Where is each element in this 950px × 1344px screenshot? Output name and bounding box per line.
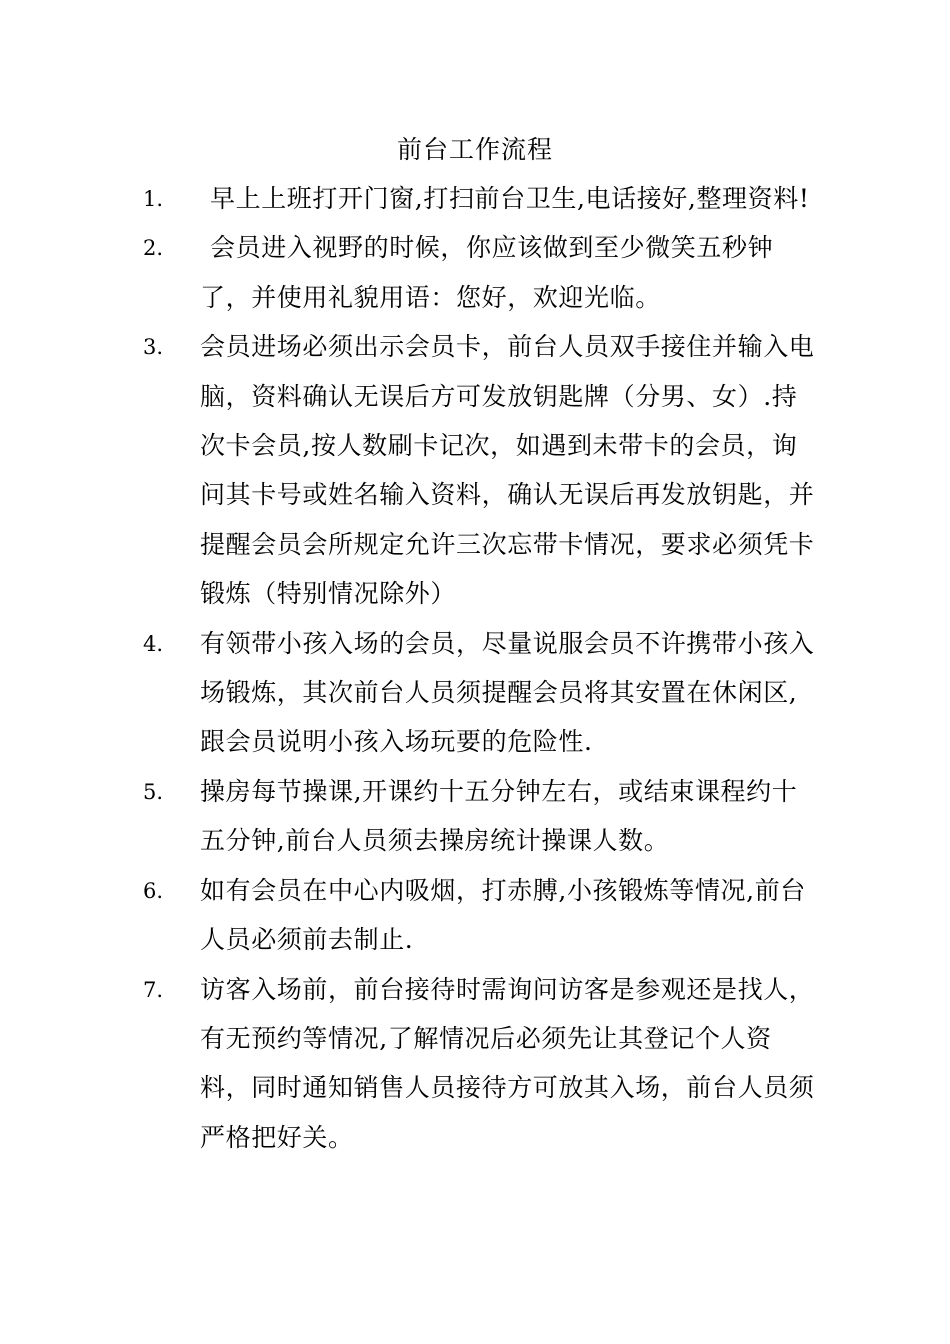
item-number: 4. (143, 631, 164, 656)
item-number: 5. (143, 779, 164, 804)
item-text: 操房每节操课,开课约十五分钟左右，或结束课程约十五分钟,前台人员须去操房统计操课人数。 (200, 776, 798, 856)
item-number: 2. (143, 236, 164, 261)
item-text: 如有会员在中心内吸烟，打赤膊,小孩锻炼等情况,前台人员必须前去制止. (200, 875, 806, 955)
item-text: 早上上班打开门窗,打扫前台卫生,电话接好,整理资料! (210, 184, 810, 213)
item-text: 有领带小孩入场的会员，尽量说服会员不许携带小孩入场锻炼，其次前台人员须提醒会员将其安置在休闲区,跟会员说明小孩入场玩要的危险性. (200, 628, 815, 757)
list-item (0, 223, 950, 322)
item-number: 7. (143, 977, 164, 1002)
item-number: 6. (143, 878, 164, 903)
item-text: 会员进场必须出示会员卡，前台人员双手接住并输入电脑，资料确认无误后方可发放钥匙牌（分男、女）.持次卡会员,按人数刷卡记次，如遇到未带卡的会员，询问其卡号或姓名输入资料，确认无误后再发放钥匙，并提醒会员会所规定允许三次忘带卡情况，要求必须凭卡锻炼（特别情况除外） (200, 332, 815, 609)
list-item (0, 174, 950, 223)
list-item (0, 965, 950, 1163)
item-number: 3. (143, 335, 164, 360)
list-item (0, 767, 950, 866)
item-text: 访客入场前，前台接待时需询问访客是参观还是找人，有无预约等情况,了解情况后必须先让其登记个人资料，同时通知销售人员接待方可放其入场，前台人员须严格把好关。 (200, 974, 815, 1152)
list-item (0, 619, 950, 767)
item-number: 1. (143, 187, 164, 211)
list-item (0, 866, 950, 965)
document-title: 前台工作流程 (396, 135, 553, 164)
procedure-list (0, 174, 950, 1162)
item-text: 会员进入视野的时候，你应该做到至少微笑五秒钟了，并使用礼貌用语：您好，欢迎光临。 (200, 233, 774, 312)
list-item (0, 322, 950, 618)
